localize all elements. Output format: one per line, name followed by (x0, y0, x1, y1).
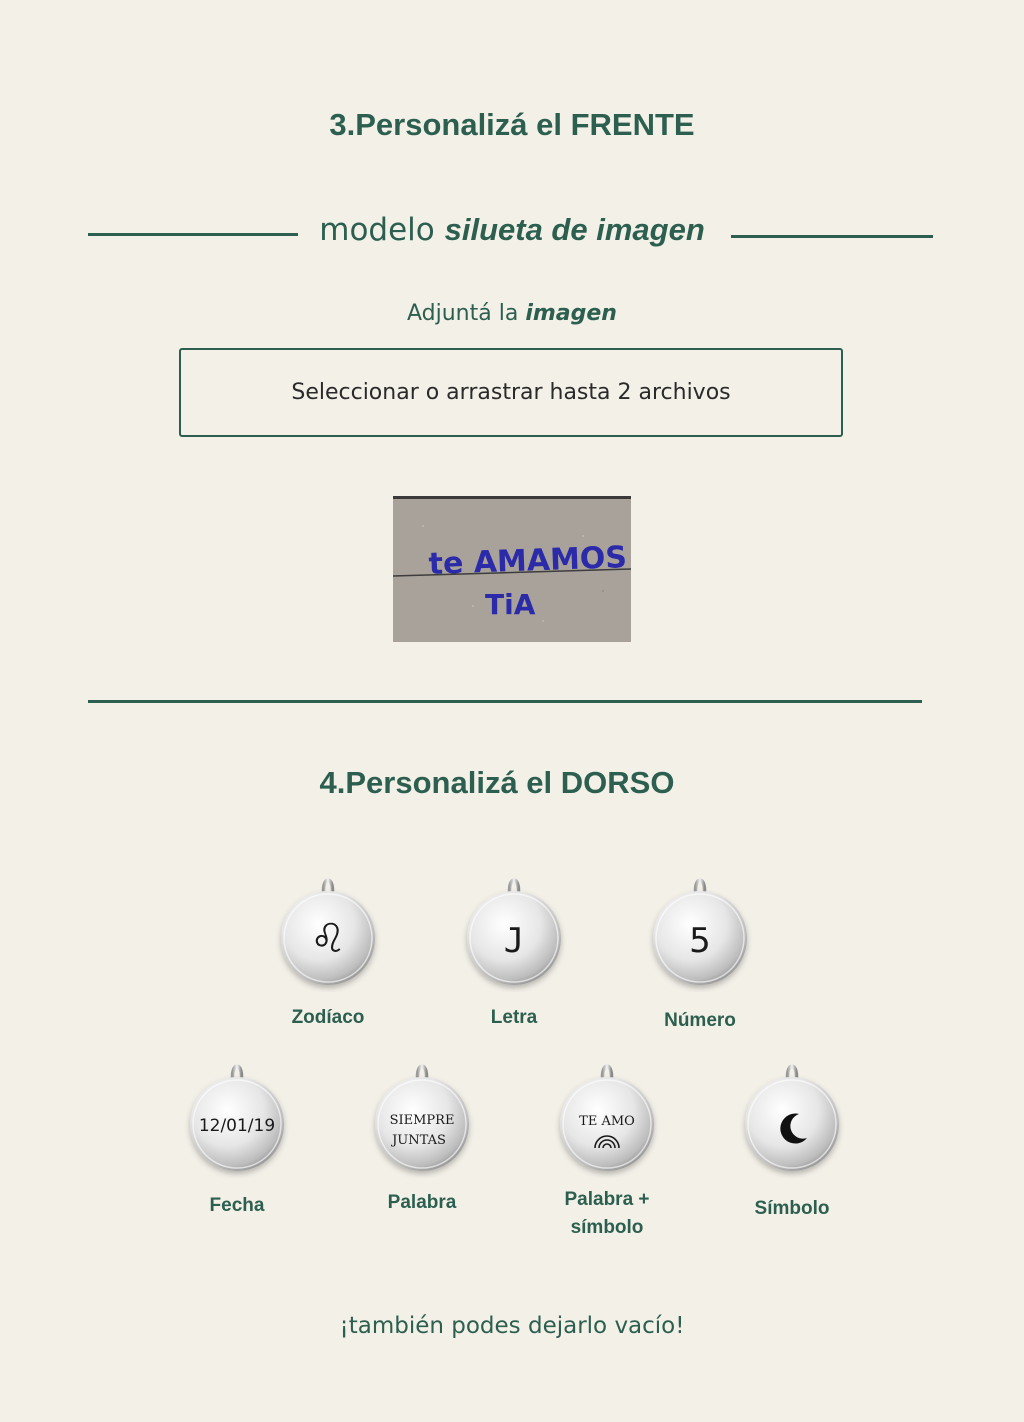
option-letter[interactable] (439, 872, 589, 1032)
empty-option-note: ¡también podes dejarlo vacío! (339, 1313, 685, 1339)
number-icon (645, 872, 755, 992)
section-divider (88, 700, 922, 703)
word-engraving-line1: SIEMPRE (389, 1113, 455, 1128)
leo-symbol-icon (273, 872, 383, 992)
rainbow-icon (552, 1058, 662, 1178)
model-name: silueta de imagen (444, 212, 705, 247)
uploaded-image-thumbnail[interactable] (393, 496, 631, 642)
attach-prefix: Adjuntá la (407, 301, 519, 326)
word-icon (367, 1058, 477, 1178)
option-number[interactable] (625, 872, 775, 1035)
divider-right (731, 235, 933, 238)
option-label-word-symbol (532, 1186, 682, 1242)
letter-engraving: J (503, 921, 525, 961)
number-engraving: 5 (689, 921, 711, 961)
option-label-symbol: Símbolo (754, 1198, 830, 1219)
model-prefix: modelo (319, 212, 435, 248)
option-label-letter: Letra (490, 1007, 538, 1028)
option-label-word: Palabra (387, 1192, 457, 1213)
option-label-word-symbol-line2: símbolo (570, 1217, 644, 1238)
model-title (300, 212, 724, 248)
option-label-word-symbol-line1: Palabra + (564, 1189, 650, 1210)
option-word[interactable] (347, 1058, 497, 1217)
date-engraving: 12/01/19 (198, 1116, 276, 1136)
zodiac-engraving: ♌ (310, 916, 346, 962)
file-dropzone[interactable] (179, 348, 843, 437)
back-section-title: 4.Personalizá el DORSO (319, 765, 675, 800)
date-icon (182, 1058, 292, 1178)
option-word-symbol[interactable] (532, 1058, 682, 1242)
handwriting-line1: te AMAMOS (428, 540, 628, 582)
front-section-title: 3.Personalizá el FRENTE (329, 107, 695, 142)
word-symbol-engraving: TE AMO (579, 1114, 635, 1129)
moon-icon (737, 1058, 847, 1178)
attach-emphasis: imagen (525, 301, 617, 326)
option-label-date: Fecha (209, 1195, 265, 1216)
option-label-number: Número (664, 1010, 736, 1031)
attach-label (0, 301, 1024, 326)
word-engraving-line2: JUNTAS (392, 1133, 446, 1148)
divider-left (88, 233, 298, 236)
handwriting-line2: TiA (485, 588, 536, 621)
option-label-zodiac: Zodíaco (291, 1007, 365, 1028)
option-symbol[interactable] (717, 1058, 867, 1223)
option-date[interactable] (162, 1058, 312, 1220)
letter-icon (459, 872, 569, 992)
option-zodiac[interactable] (253, 872, 403, 1032)
dropzone-text: Seleccionar o arrastrar hasta 2 archivos (291, 380, 731, 405)
